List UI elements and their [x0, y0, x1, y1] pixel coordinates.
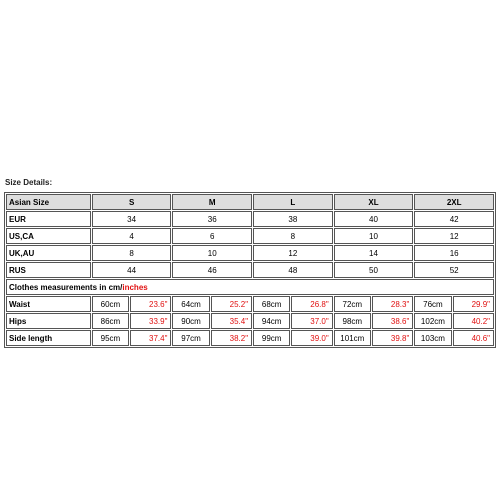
- cm-cell: 102cm: [414, 313, 451, 329]
- inch-cell: 39.0": [291, 330, 332, 346]
- inch-cell: 25.2": [211, 296, 252, 312]
- table-cell: 44: [92, 262, 172, 278]
- table-cell: 34: [92, 211, 172, 227]
- cm-cell: 94cm: [253, 313, 290, 329]
- inch-cell: 40.2": [453, 313, 494, 329]
- size-xl-header: XL: [334, 194, 414, 210]
- row-label: Waist: [6, 296, 91, 312]
- inch-cell: 38.2": [211, 330, 252, 346]
- inch-cell: 39.8": [372, 330, 413, 346]
- cm-cell: 99cm: [253, 330, 290, 346]
- conversion-row-us-ca: [6, 228, 494, 244]
- cm-cell: 97cm: [172, 330, 209, 346]
- cm-cell: 101cm: [334, 330, 371, 346]
- measurements-title-prefix: Clothes measurements in cm/: [9, 282, 123, 292]
- asian-size-label: Asian Size: [6, 194, 91, 210]
- cm-cell: 72cm: [334, 296, 371, 312]
- cm-cell: 103cm: [414, 330, 451, 346]
- measurements-title: [6, 279, 494, 295]
- size-2xl-header: 2XL: [414, 194, 494, 210]
- inch-cell: 35.4": [211, 313, 252, 329]
- inch-cell: 26.8": [291, 296, 332, 312]
- table-cell: 16: [414, 245, 494, 261]
- table-cell: 10: [334, 228, 414, 244]
- inch-cell: 37.0": [291, 313, 332, 329]
- table-cell: 4: [92, 228, 172, 244]
- table-cell: 50: [334, 262, 414, 278]
- table-cell: 40: [334, 211, 414, 227]
- table-cell: 36: [172, 211, 252, 227]
- conversion-row-uk-au: [6, 245, 494, 261]
- measurements-title-row: [6, 279, 494, 295]
- measurements-title-inches: inches: [122, 282, 148, 292]
- table-cell: 12: [253, 245, 333, 261]
- table-cell: 48: [253, 262, 333, 278]
- size-m-header: M: [172, 194, 252, 210]
- table-cell: 52: [414, 262, 494, 278]
- row-label: EUR: [6, 211, 91, 227]
- cm-cell: 86cm: [92, 313, 129, 329]
- cm-cell: 90cm: [172, 313, 209, 329]
- measurement-row-waist: [6, 296, 494, 312]
- measurement-row-side-length: [6, 330, 494, 346]
- inch-cell: 40.6": [453, 330, 494, 346]
- cm-cell: 68cm: [253, 296, 290, 312]
- size-chart-table: [4, 192, 496, 348]
- size-l-header: L: [253, 194, 333, 210]
- table-cell: 42: [414, 211, 494, 227]
- table-cell: 8: [253, 228, 333, 244]
- table-cell: 46: [172, 262, 252, 278]
- cm-cell: 60cm: [92, 296, 129, 312]
- inch-cell: 38.6": [372, 313, 413, 329]
- cm-cell: 64cm: [172, 296, 209, 312]
- inch-cell: 29.9": [453, 296, 494, 312]
- cm-cell: 98cm: [334, 313, 371, 329]
- table-cell: 12: [414, 228, 494, 244]
- row-label: RUS: [6, 262, 91, 278]
- size-header-row: [6, 194, 494, 210]
- row-label: US,CA: [6, 228, 91, 244]
- cm-cell: 95cm: [92, 330, 129, 346]
- row-label: UK,AU: [6, 245, 91, 261]
- inch-cell: 33.9": [130, 313, 171, 329]
- row-label: Side length: [6, 330, 91, 346]
- measurement-row-hips: [6, 313, 494, 329]
- inch-cell: 37.4": [130, 330, 171, 346]
- cm-cell: 76cm: [414, 296, 451, 312]
- table-cell: 14: [334, 245, 414, 261]
- row-label: Hips: [6, 313, 91, 329]
- table-cell: 38: [253, 211, 333, 227]
- table-cell: 8: [92, 245, 172, 261]
- inch-cell: 23.6": [130, 296, 171, 312]
- conversion-row-eur: [6, 211, 494, 227]
- table-cell: 10: [172, 245, 252, 261]
- size-details-heading: Size Details:: [5, 178, 53, 187]
- table-cell: 6: [172, 228, 252, 244]
- size-s-header: S: [92, 194, 172, 210]
- inch-cell: 28.3": [372, 296, 413, 312]
- conversion-row-rus: [6, 262, 494, 278]
